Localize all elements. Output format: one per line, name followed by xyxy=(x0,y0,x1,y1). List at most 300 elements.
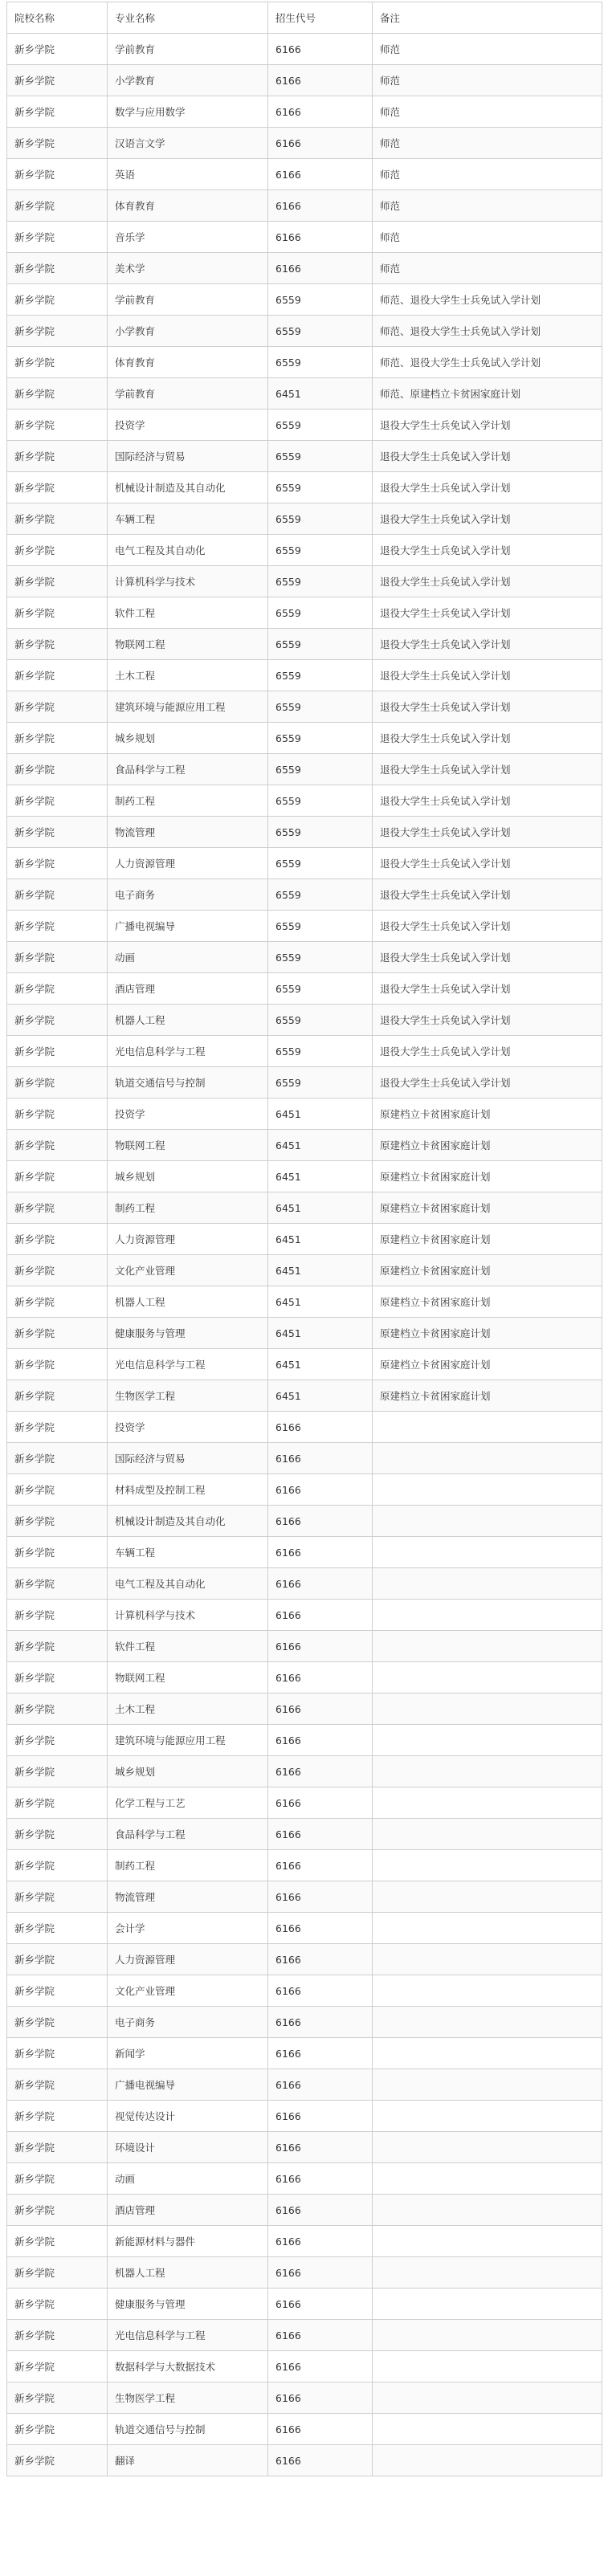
cell-code: 6166 xyxy=(268,128,373,159)
cell-major: 物流管理 xyxy=(108,817,268,848)
cell-school: 新乡学院 xyxy=(7,2414,108,2445)
table-row xyxy=(7,96,602,128)
cell-major: 音乐学 xyxy=(108,222,268,253)
cell-major: 生物医学工程 xyxy=(108,1380,268,1412)
cell-remark: 师范 xyxy=(373,34,602,65)
cell-remark xyxy=(373,2101,602,2132)
cell-remark: 退役大学生士兵免试入学计划 xyxy=(373,1005,602,1036)
cell-code: 6559 xyxy=(268,472,373,503)
table-row xyxy=(7,410,602,441)
table-row xyxy=(7,1881,602,1913)
cell-major: 学前教育 xyxy=(108,284,268,316)
cell-code: 6166 xyxy=(268,2195,373,2226)
cell-remark xyxy=(373,1881,602,1913)
cell-remark xyxy=(373,1787,602,1819)
table-row xyxy=(7,2007,602,2038)
cell-remark: 师范 xyxy=(373,222,602,253)
cell-school: 新乡学院 xyxy=(7,1568,108,1600)
cell-code: 6559 xyxy=(268,347,373,378)
cell-code: 6166 xyxy=(268,1600,373,1631)
cell-code: 6166 xyxy=(268,1412,373,1443)
cell-code: 6559 xyxy=(268,1036,373,1067)
table-row xyxy=(7,1005,602,1036)
cell-code: 6166 xyxy=(268,190,373,222)
table-row xyxy=(7,1913,602,1944)
table-row xyxy=(7,973,602,1005)
table-row xyxy=(7,1725,602,1756)
cell-major: 人力资源管理 xyxy=(108,1944,268,1975)
cell-school: 新乡学院 xyxy=(7,1694,108,1725)
cell-remark xyxy=(373,1850,602,1881)
table-row xyxy=(7,1286,602,1318)
cell-school: 新乡学院 xyxy=(7,660,108,691)
cell-major: 生物医学工程 xyxy=(108,2382,268,2414)
cell-school: 新乡学院 xyxy=(7,535,108,566)
cell-code: 6166 xyxy=(268,1819,373,1850)
cell-major: 翻译 xyxy=(108,2445,268,2476)
cell-major: 电子商务 xyxy=(108,879,268,911)
cell-code: 6559 xyxy=(268,942,373,973)
cell-code: 6166 xyxy=(268,2101,373,2132)
cell-major: 酒店管理 xyxy=(108,2195,268,2226)
cell-school: 新乡学院 xyxy=(7,2038,108,2069)
table-row xyxy=(7,1130,602,1161)
table-row xyxy=(7,1787,602,1819)
cell-major: 车辆工程 xyxy=(108,503,268,535)
cell-school: 新乡学院 xyxy=(7,1224,108,1255)
cell-school: 新乡学院 xyxy=(7,1631,108,1662)
table-row xyxy=(7,1694,602,1725)
cell-school: 新乡学院 xyxy=(7,942,108,973)
cell-major: 国际经济与贸易 xyxy=(108,1443,268,1474)
table-row xyxy=(7,2101,602,2132)
cell-school: 新乡学院 xyxy=(7,253,108,284)
cell-school: 新乡学院 xyxy=(7,723,108,754)
table-row xyxy=(7,2351,602,2382)
cell-major: 汉语言文学 xyxy=(108,128,268,159)
cell-school: 新乡学院 xyxy=(7,410,108,441)
table-row xyxy=(7,378,602,410)
cell-major: 投资学 xyxy=(108,1098,268,1130)
table-row xyxy=(7,535,602,566)
table-row xyxy=(7,1568,602,1600)
table-row xyxy=(7,691,602,723)
cell-code: 6559 xyxy=(268,660,373,691)
cell-remark: 退役大学生士兵免试入学计划 xyxy=(373,503,602,535)
cell-major: 土木工程 xyxy=(108,1694,268,1725)
header-school: 院校名称 xyxy=(7,2,108,34)
cell-remark: 原建档立卡贫困家庭计划 xyxy=(373,1161,602,1192)
cell-code: 6559 xyxy=(268,973,373,1005)
cell-code: 6166 xyxy=(268,1443,373,1474)
table-row xyxy=(7,128,602,159)
table-row xyxy=(7,159,602,190)
cell-major: 建筑环境与能源应用工程 xyxy=(108,1725,268,1756)
cell-remark xyxy=(373,1412,602,1443)
cell-school: 新乡学院 xyxy=(7,566,108,597)
cell-remark: 退役大学生士兵免试入学计划 xyxy=(373,1036,602,1067)
cell-remark: 退役大学生士兵免试入学计划 xyxy=(373,911,602,942)
cell-code: 6559 xyxy=(268,629,373,660)
cell-major: 投资学 xyxy=(108,410,268,441)
cell-remark xyxy=(373,2257,602,2289)
cell-school: 新乡学院 xyxy=(7,347,108,378)
cell-school: 新乡学院 xyxy=(7,2226,108,2257)
cell-code: 6166 xyxy=(268,2320,373,2351)
cell-major: 广播电视编导 xyxy=(108,911,268,942)
cell-code: 6166 xyxy=(268,1568,373,1600)
table-row xyxy=(7,2257,602,2289)
cell-code: 6166 xyxy=(268,253,373,284)
cell-school: 新乡学院 xyxy=(7,597,108,629)
cell-school: 新乡学院 xyxy=(7,1913,108,1944)
cell-major: 机器人工程 xyxy=(108,2257,268,2289)
cell-remark: 师范、退役大学生士兵免试入学计划 xyxy=(373,316,602,347)
cell-remark xyxy=(373,1631,602,1662)
cell-major: 机器人工程 xyxy=(108,1286,268,1318)
table-row xyxy=(7,2195,602,2226)
cell-major: 电子商务 xyxy=(108,2007,268,2038)
cell-school: 新乡学院 xyxy=(7,1975,108,2007)
cell-remark xyxy=(373,2069,602,2101)
cell-code: 6559 xyxy=(268,911,373,942)
cell-code: 6559 xyxy=(268,316,373,347)
cell-school: 新乡学院 xyxy=(7,1036,108,1067)
cell-school: 新乡学院 xyxy=(7,1881,108,1913)
table-row xyxy=(7,597,602,629)
cell-major: 环境设计 xyxy=(108,2132,268,2163)
cell-major: 材料成型及控制工程 xyxy=(108,1474,268,1506)
cell-school: 新乡学院 xyxy=(7,754,108,785)
cell-remark: 师范、退役大学生士兵免试入学计划 xyxy=(373,284,602,316)
cell-code: 6559 xyxy=(268,848,373,879)
cell-code: 6166 xyxy=(268,2414,373,2445)
cell-code: 6166 xyxy=(268,1506,373,1537)
cell-school: 新乡学院 xyxy=(7,2382,108,2414)
cell-code: 6451 xyxy=(268,1224,373,1255)
cell-remark xyxy=(373,2445,602,2476)
cell-major: 机器人工程 xyxy=(108,1005,268,1036)
cell-remark: 原建档立卡贫困家庭计划 xyxy=(373,1098,602,1130)
table-row xyxy=(7,2069,602,2101)
table-row xyxy=(7,222,602,253)
cell-school: 新乡学院 xyxy=(7,2445,108,2476)
table-row xyxy=(7,660,602,691)
cell-remark: 原建档立卡贫困家庭计划 xyxy=(373,1192,602,1224)
cell-code: 6559 xyxy=(268,597,373,629)
table-row xyxy=(7,1224,602,1255)
cell-remark xyxy=(373,2382,602,2414)
cell-code: 6166 xyxy=(268,1725,373,1756)
table-row xyxy=(7,879,602,911)
cell-remark: 退役大学生士兵免试入学计划 xyxy=(373,441,602,472)
table-row xyxy=(7,1255,602,1286)
cell-code: 6166 xyxy=(268,2007,373,2038)
header-remark: 备注 xyxy=(373,2,602,34)
cell-remark: 退役大学生士兵免试入学计划 xyxy=(373,629,602,660)
cell-code: 6451 xyxy=(268,1192,373,1224)
table-row xyxy=(7,2382,602,2414)
cell-remark: 师范 xyxy=(373,128,602,159)
cell-major: 软件工程 xyxy=(108,1631,268,1662)
cell-school: 新乡学院 xyxy=(7,503,108,535)
cell-major: 电气工程及其自动化 xyxy=(108,535,268,566)
admission-plan-table xyxy=(6,2,602,2476)
cell-major: 城乡规划 xyxy=(108,1756,268,1787)
cell-school: 新乡学院 xyxy=(7,1474,108,1506)
cell-code: 6559 xyxy=(268,723,373,754)
cell-remark xyxy=(373,1975,602,2007)
cell-major: 物联网工程 xyxy=(108,629,268,660)
table-row xyxy=(7,566,602,597)
cell-major: 化学工程与工艺 xyxy=(108,1787,268,1819)
cell-remark: 师范、退役大学生士兵免试入学计划 xyxy=(373,347,602,378)
cell-code: 6559 xyxy=(268,817,373,848)
cell-major: 体育教育 xyxy=(108,190,268,222)
cell-code: 6166 xyxy=(268,1474,373,1506)
table-row xyxy=(7,1474,602,1506)
cell-major: 会计学 xyxy=(108,1913,268,1944)
cell-code: 6166 xyxy=(268,2038,373,2069)
cell-school: 新乡学院 xyxy=(7,190,108,222)
cell-remark xyxy=(373,1819,602,1850)
cell-school: 新乡学院 xyxy=(7,2289,108,2320)
cell-major: 酒店管理 xyxy=(108,973,268,1005)
cell-major: 轨道交通信号与控制 xyxy=(108,2414,268,2445)
cell-remark xyxy=(373,1568,602,1600)
cell-major: 新能源材料与器件 xyxy=(108,2226,268,2257)
cell-code: 6166 xyxy=(268,2382,373,2414)
cell-code: 6166 xyxy=(268,159,373,190)
table-row xyxy=(7,1975,602,2007)
cell-remark: 退役大学生士兵免试入学计划 xyxy=(373,410,602,441)
cell-code: 6166 xyxy=(268,1850,373,1881)
table-row xyxy=(7,190,602,222)
table-row xyxy=(7,1756,602,1787)
cell-major: 美术学 xyxy=(108,253,268,284)
cell-school: 新乡学院 xyxy=(7,785,108,817)
cell-major: 轨道交通信号与控制 xyxy=(108,1067,268,1098)
table-row xyxy=(7,2320,602,2351)
cell-school: 新乡学院 xyxy=(7,2351,108,2382)
cell-remark xyxy=(373,1506,602,1537)
cell-code: 6166 xyxy=(268,65,373,96)
cell-school: 新乡学院 xyxy=(7,879,108,911)
cell-code: 6559 xyxy=(268,503,373,535)
cell-remark: 退役大学生士兵免试入学计划 xyxy=(373,691,602,723)
cell-major: 物流管理 xyxy=(108,1881,268,1913)
cell-code: 6559 xyxy=(268,441,373,472)
cell-major: 物联网工程 xyxy=(108,1130,268,1161)
cell-remark xyxy=(373,1537,602,1568)
cell-code: 6559 xyxy=(268,754,373,785)
cell-school: 新乡学院 xyxy=(7,1662,108,1694)
cell-code: 6451 xyxy=(268,1098,373,1130)
cell-code: 6166 xyxy=(268,222,373,253)
cell-major: 软件工程 xyxy=(108,597,268,629)
cell-school: 新乡学院 xyxy=(7,1412,108,1443)
cell-school: 新乡学院 xyxy=(7,1005,108,1036)
table-row xyxy=(7,1443,602,1474)
cell-code: 6451 xyxy=(268,1130,373,1161)
table-row xyxy=(7,1819,602,1850)
cell-school: 新乡学院 xyxy=(7,128,108,159)
table-row xyxy=(7,1412,602,1443)
cell-school: 新乡学院 xyxy=(7,1725,108,1756)
cell-school: 新乡学院 xyxy=(7,2132,108,2163)
cell-major: 制药工程 xyxy=(108,1192,268,1224)
cell-school: 新乡学院 xyxy=(7,973,108,1005)
table-row xyxy=(7,817,602,848)
cell-remark xyxy=(373,1474,602,1506)
cell-school: 新乡学院 xyxy=(7,1380,108,1412)
cell-school: 新乡学院 xyxy=(7,472,108,503)
cell-major: 电气工程及其自动化 xyxy=(108,1568,268,1600)
cell-school: 新乡学院 xyxy=(7,691,108,723)
cell-remark: 退役大学生士兵免试入学计划 xyxy=(373,1067,602,1098)
cell-remark xyxy=(373,1694,602,1725)
cell-major: 新闻学 xyxy=(108,2038,268,2069)
cell-code: 6166 xyxy=(268,2351,373,2382)
table-row xyxy=(7,347,602,378)
cell-school: 新乡学院 xyxy=(7,1130,108,1161)
cell-major: 健康服务与管理 xyxy=(108,2289,268,2320)
cell-major: 制药工程 xyxy=(108,1850,268,1881)
cell-school: 新乡学院 xyxy=(7,1349,108,1380)
cell-school: 新乡学院 xyxy=(7,284,108,316)
cell-code: 6166 xyxy=(268,2445,373,2476)
cell-remark xyxy=(373,1725,602,1756)
cell-major: 机械设计制造及其自动化 xyxy=(108,1506,268,1537)
cell-remark xyxy=(373,1662,602,1694)
table-row xyxy=(7,629,602,660)
table-row xyxy=(7,2289,602,2320)
table-row xyxy=(7,942,602,973)
table-row xyxy=(7,2445,602,2476)
table-row xyxy=(7,1662,602,1694)
cell-remark: 师范 xyxy=(373,190,602,222)
cell-code: 6166 xyxy=(268,34,373,65)
cell-remark xyxy=(373,2007,602,2038)
cell-school: 新乡学院 xyxy=(7,1850,108,1881)
cell-major: 广播电视编导 xyxy=(108,2069,268,2101)
header-row xyxy=(7,2,602,34)
cell-major: 动画 xyxy=(108,942,268,973)
cell-remark xyxy=(373,2289,602,2320)
cell-remark xyxy=(373,2132,602,2163)
cell-major: 健康服务与管理 xyxy=(108,1318,268,1349)
cell-code: 6559 xyxy=(268,1067,373,1098)
cell-remark: 原建档立卡贫困家庭计划 xyxy=(373,1380,602,1412)
cell-major: 数学与应用数学 xyxy=(108,96,268,128)
table-row xyxy=(7,2226,602,2257)
cell-major: 小学教育 xyxy=(108,316,268,347)
cell-remark xyxy=(373,2038,602,2069)
table-row xyxy=(7,1036,602,1067)
cell-school: 新乡学院 xyxy=(7,1756,108,1787)
cell-code: 6559 xyxy=(268,410,373,441)
cell-remark: 退役大学生士兵免试入学计划 xyxy=(373,597,602,629)
table-row xyxy=(7,1161,602,1192)
table-row xyxy=(7,2038,602,2069)
cell-code: 6166 xyxy=(268,1756,373,1787)
table-row xyxy=(7,2414,602,2445)
table-body xyxy=(7,34,602,2476)
cell-code: 6559 xyxy=(268,284,373,316)
cell-remark: 原建档立卡贫困家庭计划 xyxy=(373,1255,602,1286)
cell-school: 新乡学院 xyxy=(7,1944,108,1975)
table-row xyxy=(7,1537,602,1568)
cell-school: 新乡学院 xyxy=(7,1506,108,1537)
cell-remark: 原建档立卡贫困家庭计划 xyxy=(373,1286,602,1318)
table-row xyxy=(7,1506,602,1537)
cell-school: 新乡学院 xyxy=(7,629,108,660)
cell-remark: 退役大学生士兵免试入学计划 xyxy=(373,973,602,1005)
cell-major: 人力资源管理 xyxy=(108,1224,268,1255)
table-row xyxy=(7,1600,602,1631)
cell-major: 计算机科学与技术 xyxy=(108,1600,268,1631)
cell-code: 6451 xyxy=(268,1380,373,1412)
cell-code: 6559 xyxy=(268,1005,373,1036)
table-row xyxy=(7,1631,602,1662)
cell-code: 6451 xyxy=(268,1318,373,1349)
cell-code: 6166 xyxy=(268,1881,373,1913)
cell-code: 6166 xyxy=(268,1787,373,1819)
cell-remark xyxy=(373,2195,602,2226)
cell-remark: 退役大学生士兵免试入学计划 xyxy=(373,817,602,848)
cell-school: 新乡学院 xyxy=(7,34,108,65)
cell-code: 6166 xyxy=(268,96,373,128)
cell-school: 新乡学院 xyxy=(7,1600,108,1631)
table-row xyxy=(7,1318,602,1349)
table-row xyxy=(7,785,602,817)
cell-remark: 退役大学生士兵免试入学计划 xyxy=(373,785,602,817)
cell-code: 6166 xyxy=(268,2257,373,2289)
cell-remark: 师范 xyxy=(373,159,602,190)
cell-remark: 退役大学生士兵免试入学计划 xyxy=(373,566,602,597)
cell-school: 新乡学院 xyxy=(7,316,108,347)
cell-school: 新乡学院 xyxy=(7,1819,108,1850)
cell-major: 物联网工程 xyxy=(108,1662,268,1694)
cell-school: 新乡学院 xyxy=(7,96,108,128)
cell-school: 新乡学院 xyxy=(7,1443,108,1474)
cell-school: 新乡学院 xyxy=(7,1318,108,1349)
table-row xyxy=(7,754,602,785)
cell-code: 6559 xyxy=(268,879,373,911)
cell-remark xyxy=(373,1913,602,1944)
cell-remark: 退役大学生士兵免试入学计划 xyxy=(373,723,602,754)
cell-school: 新乡学院 xyxy=(7,378,108,410)
cell-remark: 原建档立卡贫困家庭计划 xyxy=(373,1224,602,1255)
cell-code: 6166 xyxy=(268,1631,373,1662)
table-row xyxy=(7,316,602,347)
table-row xyxy=(7,1850,602,1881)
cell-code: 6451 xyxy=(268,1349,373,1380)
cell-school: 新乡学院 xyxy=(7,1255,108,1286)
cell-school: 新乡学院 xyxy=(7,65,108,96)
cell-code: 6559 xyxy=(268,691,373,723)
cell-major: 动画 xyxy=(108,2163,268,2195)
cell-remark: 原建档立卡贫困家庭计划 xyxy=(373,1318,602,1349)
cell-major: 食品科学与工程 xyxy=(108,754,268,785)
table-row xyxy=(7,2163,602,2195)
cell-code: 6166 xyxy=(268,2069,373,2101)
cell-major: 食品科学与工程 xyxy=(108,1819,268,1850)
cell-school: 新乡学院 xyxy=(7,2195,108,2226)
header-code: 招生代号 xyxy=(268,2,373,34)
cell-school: 新乡学院 xyxy=(7,1286,108,1318)
cell-school: 新乡学院 xyxy=(7,1098,108,1130)
